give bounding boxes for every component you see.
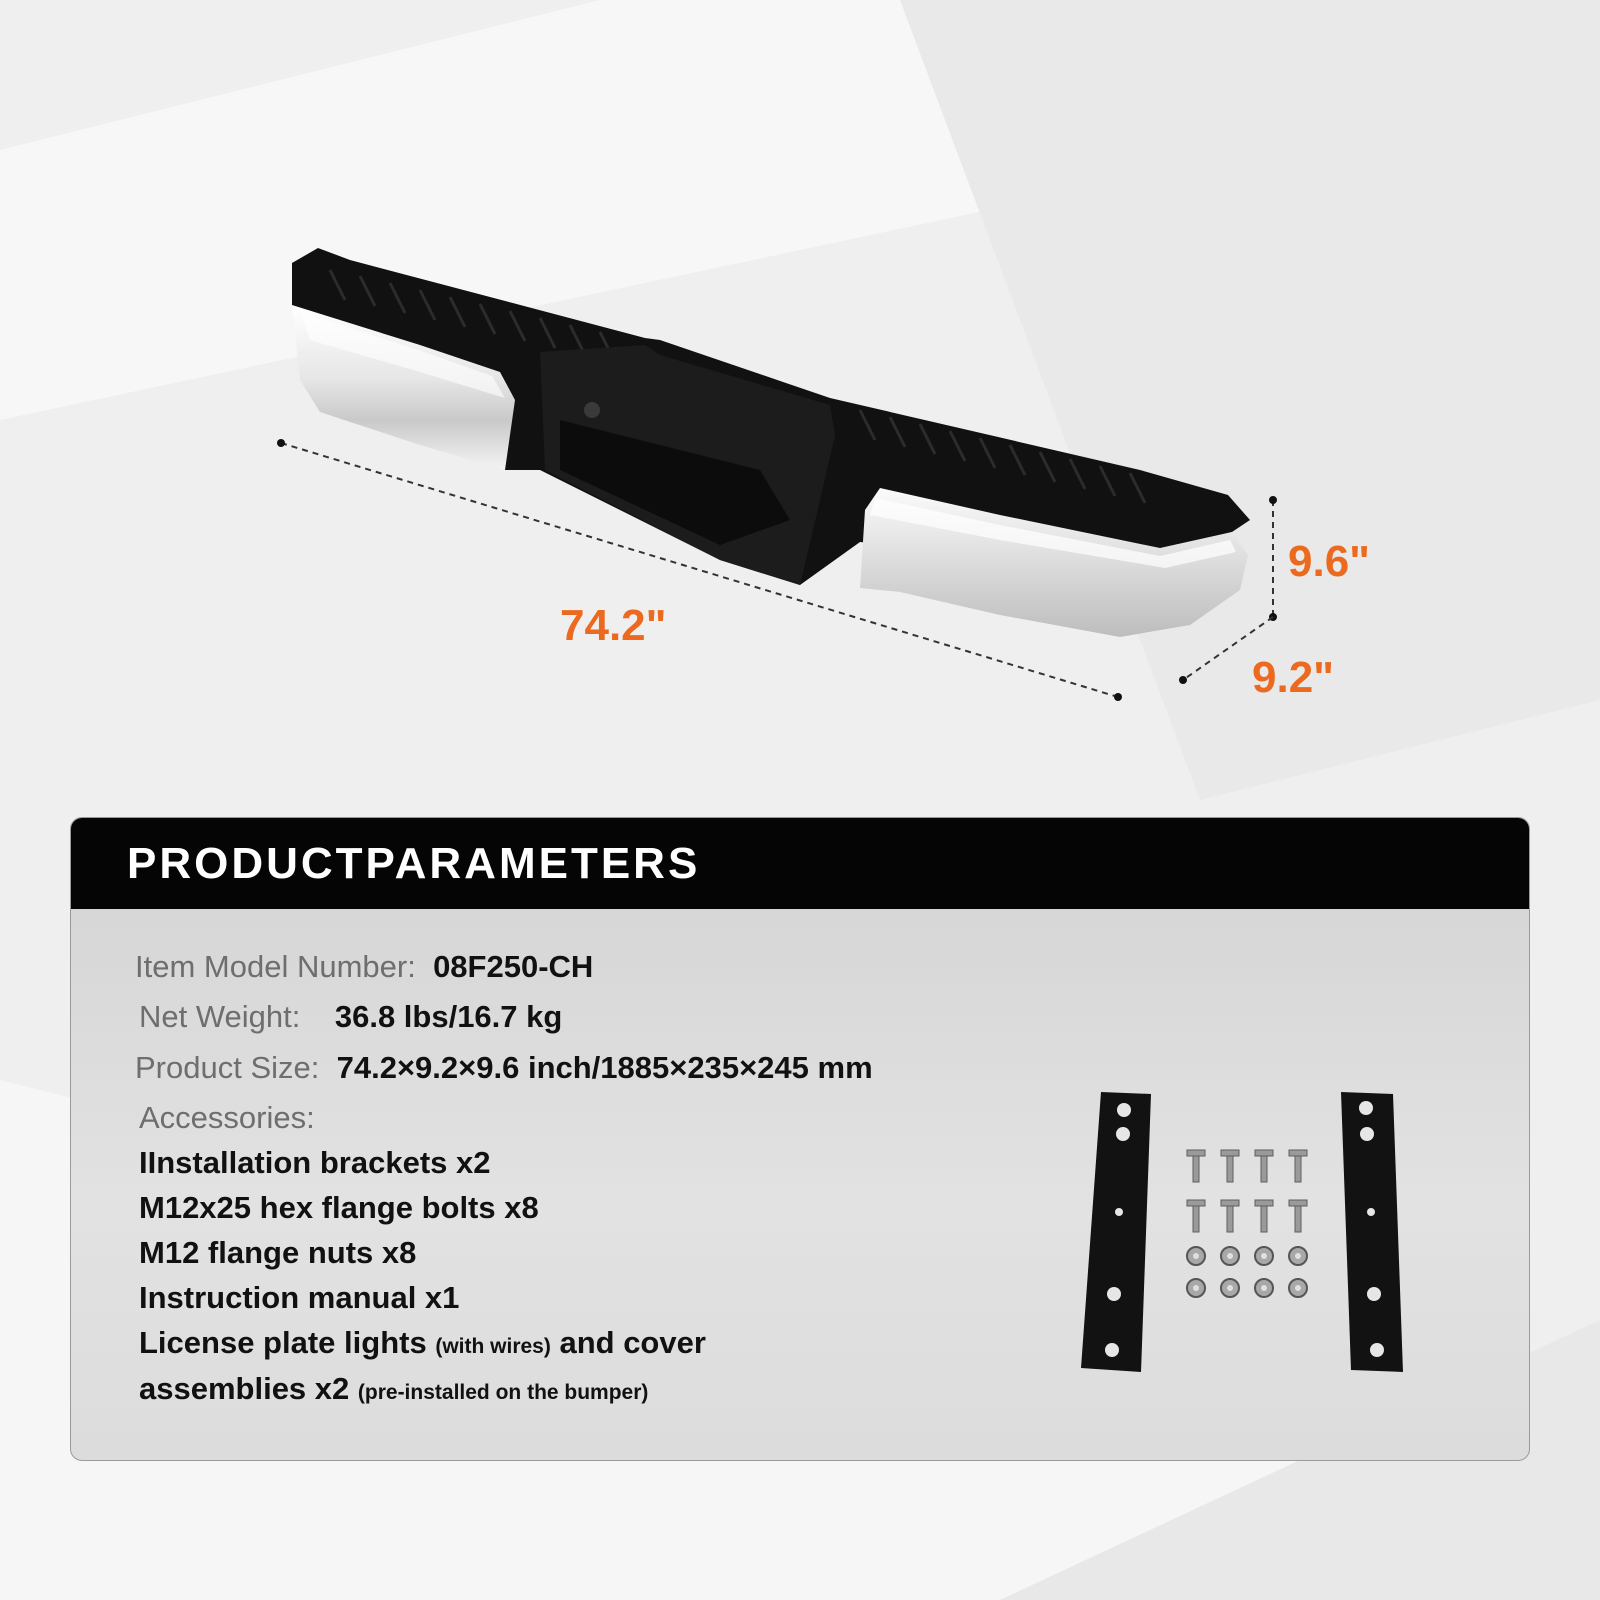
accessory-item: IInstallation brackets x2 [139,1145,491,1180]
accessory-item: M12x25 hex flange bolts x8 [139,1190,539,1225]
accessory-item: Instruction manual x1 [139,1280,460,1315]
net-weight-label: Net Weight: [139,999,301,1034]
product-size-row [135,1052,873,1083]
product-size-value: 74.2×9.2×9.6 inch/1885×235×245 mm [336,1050,873,1085]
assemblies-text: assemblies x2 [139,1371,350,1406]
product-parameters-panel [70,817,1530,1461]
bolt-icon [1187,1200,1307,1232]
model-number-value: 08F250-CH [433,949,594,984]
parameters-header [71,818,1529,909]
lights-note: (with wires) [435,1335,551,1358]
accessory-item-assemblies [139,1373,648,1404]
bracket-icon [1341,1092,1403,1372]
bolt-icon [1187,1150,1307,1182]
net-weight-row [139,1001,562,1032]
nut-icon [1187,1247,1307,1297]
model-number-label: Item Model Number: [135,949,416,984]
product-size-label: Product Size: [135,1050,320,1085]
accessory-item: M12 flange nuts x8 [139,1235,417,1270]
bracket-icon [1081,1092,1151,1372]
net-weight-value: 36.8 lbs/16.7 kg [334,999,563,1034]
accessories-label: Accessories: [139,1100,315,1135]
assemblies-note: (pre-installed on the bumper) [357,1381,649,1404]
depth-dimension-label: 9.2" [1252,653,1335,702]
lights-text: License plate lights [139,1325,427,1360]
length-dimension-label: 74.2" [560,601,667,650]
height-dimension-label: 9.6" [1288,537,1371,586]
model-number-row [135,951,593,982]
accessory-item-lights [139,1327,706,1358]
parameters-title: PRODUCTPARAMETERS [127,839,701,888]
mounting-hardware-image [1031,1088,1451,1388]
lights-text-cont: and cover [559,1325,706,1360]
